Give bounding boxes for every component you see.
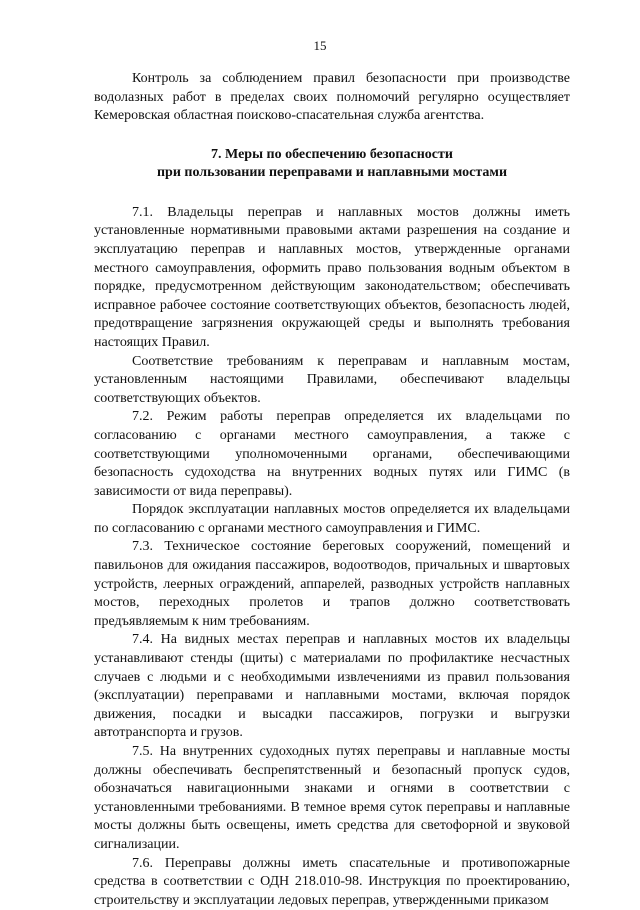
paragraph-7-2-continued: Порядок эксплуатации наплавных мостов определяется их владельцами по согласованию с органами местного самоуправления и ГИМС. [94, 502, 570, 536]
page-number: 15 [313, 38, 327, 53]
paragraph-7-6: 7.6. Переправы должны иметь спасательные и противопожарные средства в соответствии с ОДН 218.010-98. Инструкция по проектированию, строительству и эксплуатации ледовых переправ, утвержденными приказом [94, 855, 570, 908]
paragraph-7-5: 7.5. На внутренних судоходных путях переправы и наплавные мосты должны обеспечивать беспрепятственный и безопасный пропуск судов, обозначаться навигационными знаками и огнями в соответствии с установленными требованиями. В темное время суток переправы и наплавные мосты должны быть освещены, иметь средства для светофорной и звуковой сигнализации. [94, 744, 570, 852]
paragraph-7-3: 7.3. Техническое состояние береговых сооружений, помещений и павильонов для ожидания пассажиров, водоотводов, причальных и швартовых устройств, леерных ограждений, аппарелей, разводных устройств наплавных мостов, переходных пролетов и трапов должно соответствовать предъявляемым к ним требованиям. [94, 539, 570, 629]
paragraph-7-4: 7.4. На видных местах переправ и наплавных мостов их владельцы устанавливают стенды (щиты) с материалами по профилактике несчастных случаев с людьми и с необходимыми извлечениями из правил пользования (эксплуатации) переправами и наплавными мостами, включая порядок движения, посадки и высадки пассажиров, погрузки и выгрузки автотранспорта и грузов. [94, 632, 570, 741]
intro-paragraph: Контроль за соблюдением правил безопасности при производстве водолазных работ в пределах своих полномочий регулярно осуществляет Кемеровская областная поисково-спасательная служба агентства. [94, 71, 570, 124]
document-body [94, 70, 570, 910]
section-heading-line-2: при пользовании переправами и наплавными мостами [156, 164, 508, 180]
section-heading [94, 146, 570, 182]
paragraph-7-2: 7.2. Режим работы переправ определяется их владельцами по согласованию с органами местного самоуправления, а также с соответствующими уполномоченными органами, обеспечивающими безопасность судоходства на внутренних водных путях или ГИМС (в зависимости от вида переправы). [94, 409, 570, 499]
paragraph-7-1: 7.1. Владельцы переправ и наплавных мостов должны иметь установленные нормативными правовыми актами разрешения на создание и эксплуатацию переправ и наплавных мостов, утвержденные органами местного самоуправления, оформить право пользования водным объектом в порядке, предусмотренном действующим законодательством; обеспечивать исправное рабочее состояние соответствующих объектов, безопасность людей, предотвращение загрязнения окружающей среды и выполнять требования настоящих Правил. [94, 204, 570, 350]
section-heading-line-1: 7. Меры по обеспечению безопасности [211, 146, 453, 162]
paragraph-7-1-continued: Соответствие требованиям к переправам и наплавным мостам, установленным настоящими Правилами, обеспечивают владельцы соответствующих объектов. [94, 353, 570, 406]
